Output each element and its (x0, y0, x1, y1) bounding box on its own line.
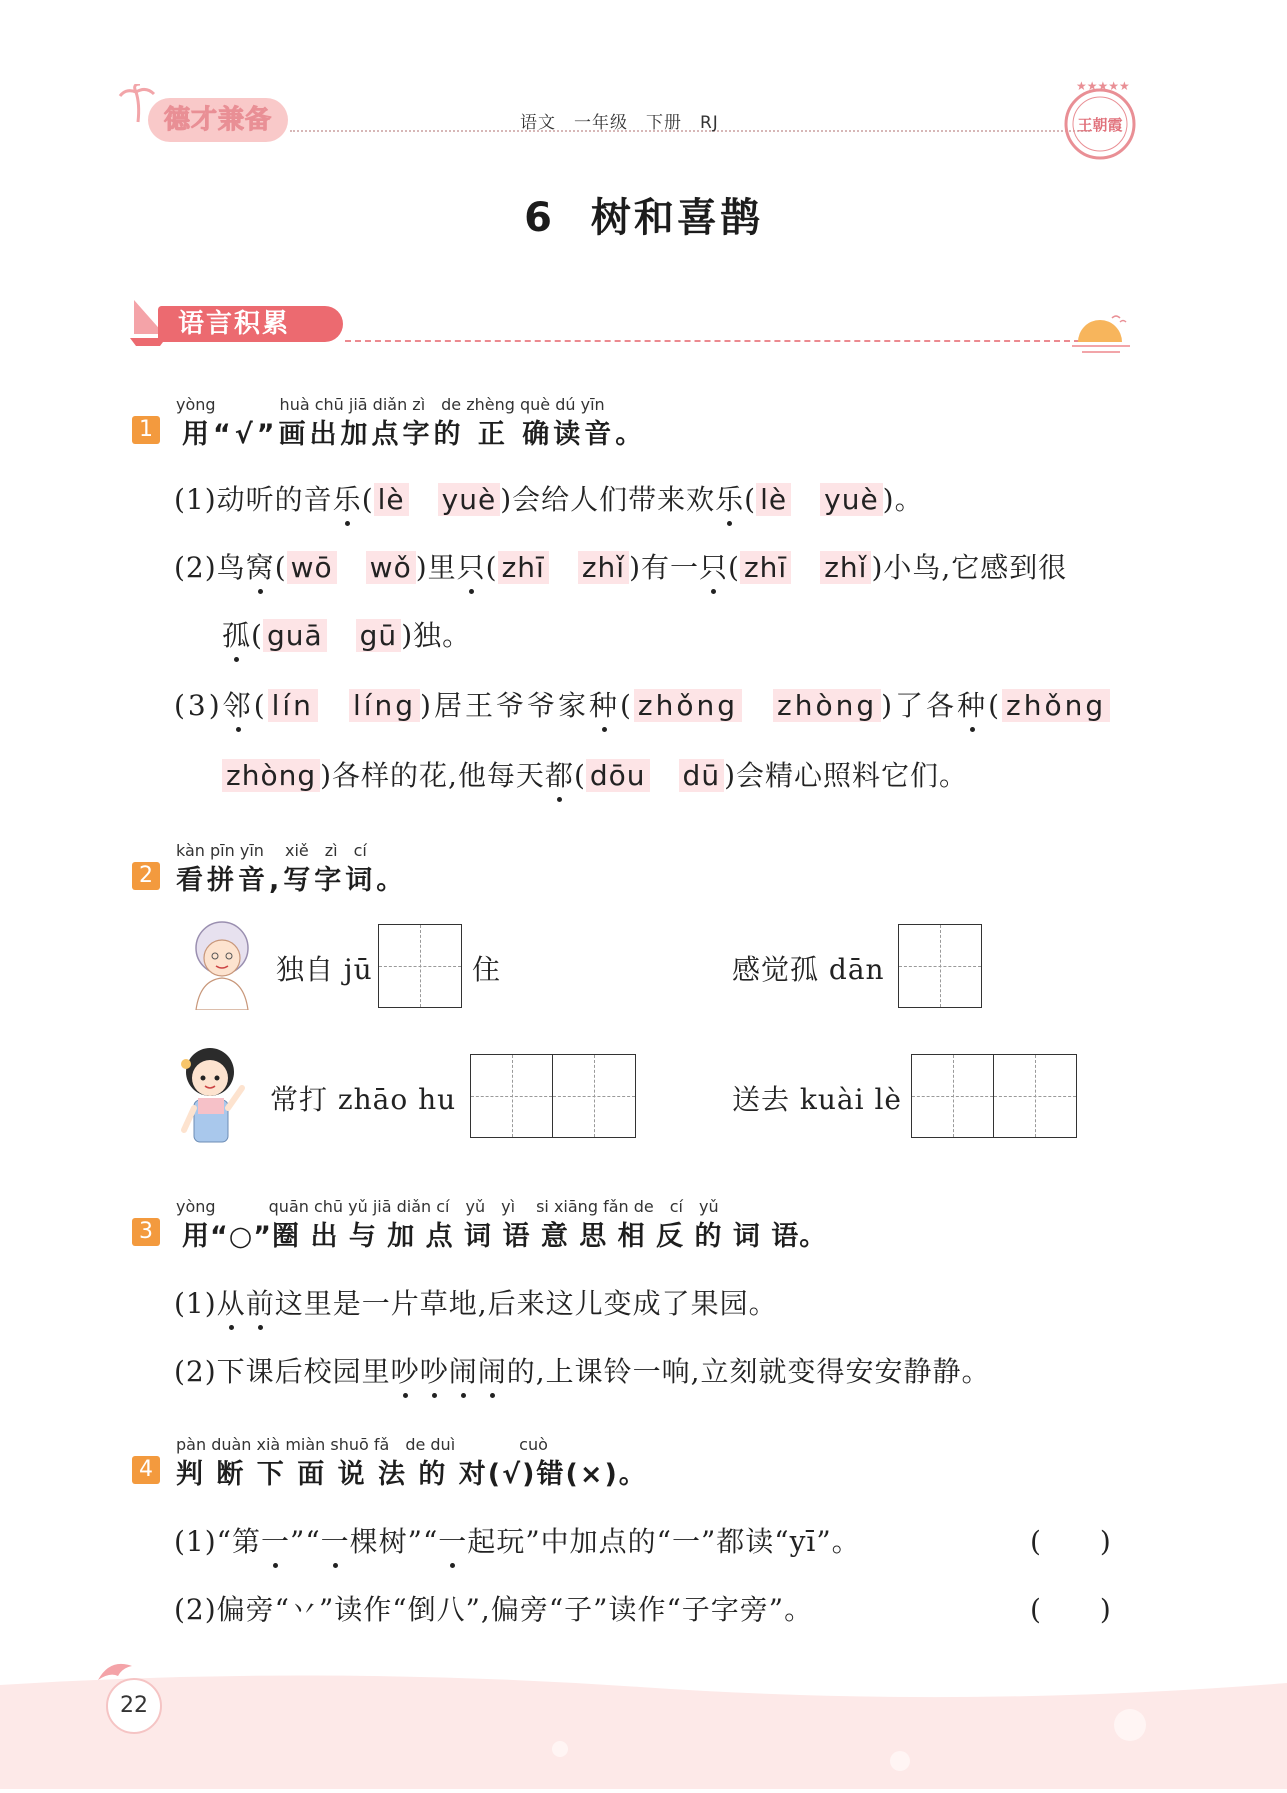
dotted-char: 都 (544, 759, 574, 792)
text: ( (744, 483, 757, 516)
pinyin-option[interactable]: lè (756, 483, 791, 516)
q1-item3-cont (222, 754, 968, 794)
q1-item2-cont (222, 614, 471, 654)
text: )会精心照料它们。 (724, 759, 969, 792)
pinyin-option[interactable]: guā (263, 619, 327, 652)
text: 这里是一片草地,后来这儿变成了果园。 (274, 1287, 778, 1320)
text: 的,上课铃一响,立刻就变得安安静静。 (506, 1355, 991, 1388)
text: ( (988, 689, 1003, 722)
pinyin-option[interactable]: zhī (498, 551, 549, 584)
text: )了各 (881, 689, 958, 722)
q1-number: 1 (132, 416, 160, 444)
dotted-char: 乐 (715, 483, 745, 516)
word-text: 独自 jū (276, 953, 373, 986)
text: ( (253, 689, 268, 722)
dotted-char: 闹 (448, 1355, 478, 1388)
dotted-char: 邻 (222, 689, 254, 722)
dotted-char: 一 (438, 1525, 468, 1558)
text: 起玩”中加点的“一”都读“yī”。 (467, 1525, 861, 1558)
publisher-stamp (1060, 76, 1140, 164)
pinyin-option[interactable]: zhǐ (820, 551, 871, 584)
dotted-char: 闹 (477, 1355, 507, 1388)
writing-cell[interactable] (553, 1055, 635, 1137)
q4-item1 (174, 1520, 861, 1560)
text: ( (573, 759, 586, 792)
brand-logo-text: 德才兼备 (148, 98, 288, 142)
text: ( (251, 619, 263, 652)
pinyin-option[interactable]: zhòng (773, 689, 881, 722)
q1-item1 (174, 478, 924, 518)
q4-prompt: 判 断 下 面 说 法 的 对(√)错(×)。 (176, 1459, 648, 1490)
pinyin-option[interactable]: lè (374, 483, 409, 516)
girl-illustration (172, 1042, 252, 1146)
writing-cell[interactable] (994, 1055, 1076, 1137)
q2-prompt: 看拼音,写字词。 (176, 865, 408, 896)
dotted-char: 前 (245, 1287, 275, 1320)
svg-text:★★★★★: ★★★★★ (1076, 79, 1130, 93)
section-banner (128, 298, 343, 348)
text: ( (485, 551, 498, 584)
pinyin-option[interactable]: zhǒng (1002, 689, 1110, 722)
word-text: 常打 zhāo hu (270, 1083, 457, 1116)
q1-pinyin: yòng huà chū jiā diǎn zì de zhèng què dú yīn (176, 395, 605, 414)
dotted-char: 种 (588, 689, 620, 722)
lesson-name: 树和喜鹊 (590, 195, 763, 241)
pinyin-option[interactable]: líng (349, 689, 420, 722)
dotted-char: 吵 (390, 1355, 420, 1388)
sunset-icon (1072, 312, 1132, 358)
q3-number: 3 (132, 1218, 160, 1246)
text: (1) (174, 1287, 217, 1320)
pinyin-option[interactable]: dōu (586, 759, 650, 792)
q2-grid2[interactable] (898, 924, 982, 1008)
q4-item2: (2)偏旁“丷”读作“倒八”,偏旁“子”读作“子字旁”。 (174, 1593, 814, 1626)
text: )小鸟,它感到很 (871, 551, 1068, 584)
pinyin-option[interactable]: wǒ (366, 551, 416, 584)
grandma-illustration (186, 920, 258, 1010)
q2-word1-suffix: 住 (472, 953, 502, 986)
writing-cell[interactable] (912, 1055, 994, 1137)
q2-word2-prefix (732, 948, 885, 988)
text: )会给人们带来欢 (500, 483, 716, 516)
text: (1)“第 (174, 1525, 261, 1558)
q4-pinyin: pàn duàn xià miàn shuō fǎ de duì cuò (176, 1435, 548, 1454)
pinyin-option[interactable]: zhǐ (578, 551, 629, 584)
dotted-char: 只 (699, 551, 729, 584)
q2-grid3[interactable] (470, 1054, 636, 1138)
q2-pinyin: kàn pīn yīn xiě zì cí (176, 841, 367, 860)
text: (2)鸟 (174, 551, 246, 584)
dotted-char: 孤 (222, 619, 252, 652)
dotted-char: 窝 (245, 551, 275, 584)
text: (2)下课后校园里 (174, 1355, 391, 1388)
dotted-char: 乐 (332, 483, 362, 516)
q2-grid4[interactable] (911, 1054, 1077, 1138)
dotted-char: 吵 (419, 1355, 449, 1388)
q3-prompt: 用“○”圈 出 与 加 点 词 语 意 思 相 反 的 词 语。 (182, 1221, 828, 1252)
q3-item1 (174, 1282, 778, 1322)
dotted-char: 从 (216, 1287, 246, 1320)
pinyin-option[interactable]: zhǒng (634, 689, 742, 722)
pinyin-option[interactable]: lín (268, 689, 318, 722)
pinyin-option[interactable]: yuè (820, 483, 883, 516)
text: )有一 (629, 551, 700, 584)
q4-number: 4 (132, 1456, 160, 1484)
text: (1)动听的音 (174, 483, 333, 516)
page-number: 22 (106, 1678, 162, 1734)
stamp-text: 王朝霞 (1077, 116, 1123, 134)
text: )独。 (401, 619, 472, 652)
text: 棵树”“ (349, 1525, 439, 1558)
q1-item2 (174, 546, 1067, 586)
pinyin-option[interactable]: zhòng (222, 759, 320, 792)
footer-wave (0, 1665, 1287, 1789)
text: ( (619, 689, 634, 722)
writing-cell[interactable] (471, 1055, 553, 1137)
q1-item3 (174, 684, 1110, 724)
text: )。 (882, 483, 924, 516)
text: (3) (174, 689, 223, 722)
brand-logo (118, 84, 296, 146)
text: ( (274, 551, 287, 584)
q2-number: 2 (132, 862, 160, 890)
pinyin-option[interactable]: yuè (438, 483, 501, 516)
q2-grid1[interactable] (378, 924, 462, 1008)
text: ( (361, 483, 374, 516)
q4-answer-bracket-1[interactable]: ( ) (1030, 1525, 1112, 1558)
q4-answer-bracket-2[interactable]: ( ) (1030, 1593, 1112, 1626)
text: )居王爷爷家 (420, 689, 589, 722)
dotted-char: 一 (260, 1525, 290, 1558)
dotted-char: 种 (957, 689, 989, 722)
writing-cell[interactable] (899, 925, 981, 1007)
text: )各样的花,他每天 (320, 759, 545, 792)
dotted-char: 只 (456, 551, 486, 584)
text: )里 (415, 551, 457, 584)
dotted-char: 一 (320, 1525, 350, 1558)
lesson-title (0, 186, 1287, 243)
text: ”“ (290, 1525, 321, 1558)
course-info: 语文 一年级 下册 RJ (520, 113, 719, 133)
q3-item2 (174, 1350, 991, 1390)
pinyin-option[interactable]: wō (287, 551, 337, 584)
section-title: 语言积累 (158, 306, 343, 342)
q2-word3-prefix (270, 1078, 456, 1118)
writing-cell[interactable] (379, 925, 461, 1007)
section-divider (345, 340, 1080, 342)
q1-prompt: 用“√”画出加点字的 正 确读音。 (182, 419, 647, 450)
text: ( (728, 551, 740, 584)
pinyin-option[interactable]: gū (356, 619, 402, 652)
q2-word1-prefix (276, 948, 373, 988)
lesson-number: 6 (524, 195, 555, 241)
q2-word4-prefix (732, 1078, 902, 1118)
word-text: 送去 kuài lè (732, 1083, 902, 1116)
q3-pinyin: yòng quān chū yǔ jiā diǎn cí yǔ yì si xiāng fǎn de cí yǔ (176, 1197, 719, 1216)
pinyin-option[interactable]: zhī (740, 551, 791, 584)
pinyin-option[interactable]: dū (679, 759, 725, 792)
word-text: 感觉孤 dān (732, 953, 885, 986)
